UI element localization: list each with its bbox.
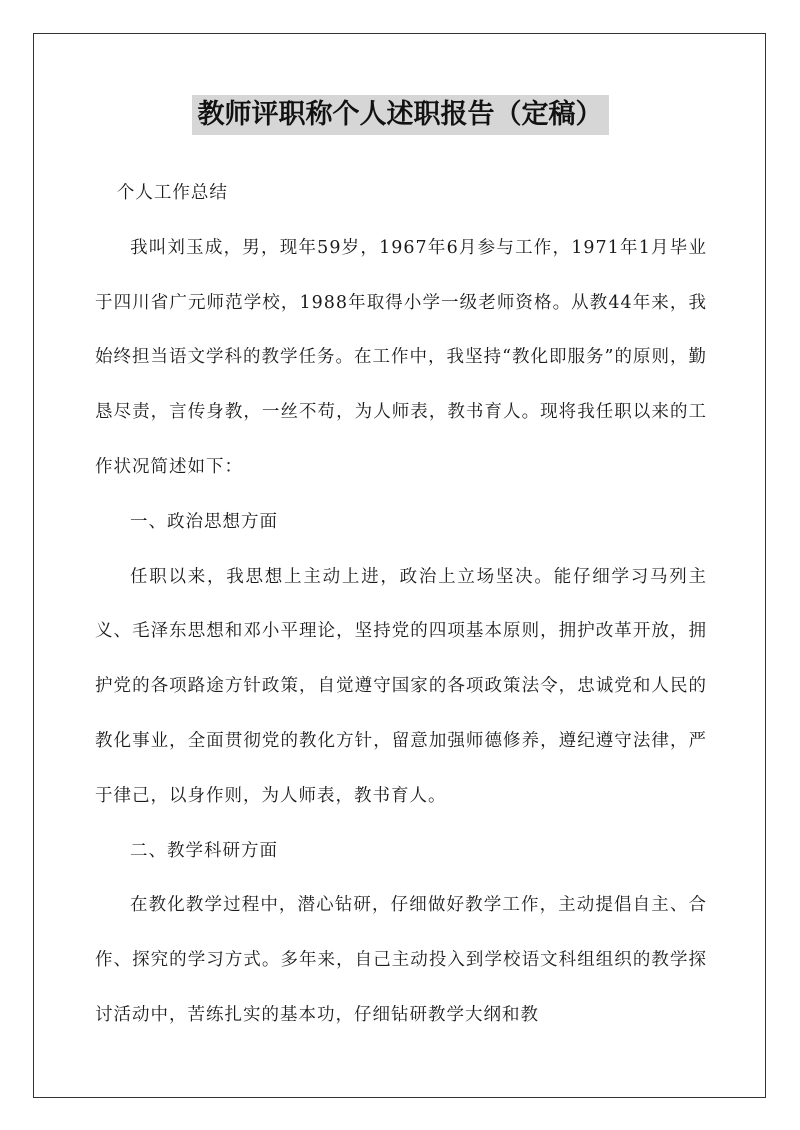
body-paragraph: 任职以来，我思想上主动上进，政治上立场坚决。能仔细学习马列主义、毛泽东思想和邓小平理论，坚持党的四项基本原则，拥护改革开放，拥护党的各项路途方针政策，自觉遵守国家的各项政策法令，忠诚党和人民的教化事业，全面贯彻党的教化方针，留意加强师德修养，遵纪遵守法律，严于律己，以身作则，为人师表，教书育人。	[95, 566, 707, 806]
document-body	[95, 166, 707, 1043]
section-heading: 二、教学科研方面	[130, 840, 278, 861]
body-paragraph: 在教化教学过程中，潜心钻研，仔细做好教学工作，主动提倡自主、合作、探究的学习方式。多年来，自己主动投入到学校语文科组组织的教学探讨活动中，苦练扎实的基本功，仔细钻研教学大纲和教	[95, 895, 707, 1025]
document-title: 教师评职称个人述职报告（定稿）	[192, 95, 609, 135]
body-paragraph: 我叫刘玉成，男，现年59岁，1967年6月参与工作，1971年1月毕业于四川省广元师范学校，1988年取得小学一级老师资格。从教44年来，我始终担当语文学科的教学任务。在工作中，我坚持“教化即服务”的原则，勤恳尽责，言传身教，一丝不苟，为人师表，教书育人。现将我任职以来的工作状况简述如下：	[95, 237, 707, 477]
section-label: 个人工作总结	[116, 183, 228, 203]
title-container	[0, 95, 800, 135]
section-heading: 一、政治思想方面	[130, 511, 278, 532]
